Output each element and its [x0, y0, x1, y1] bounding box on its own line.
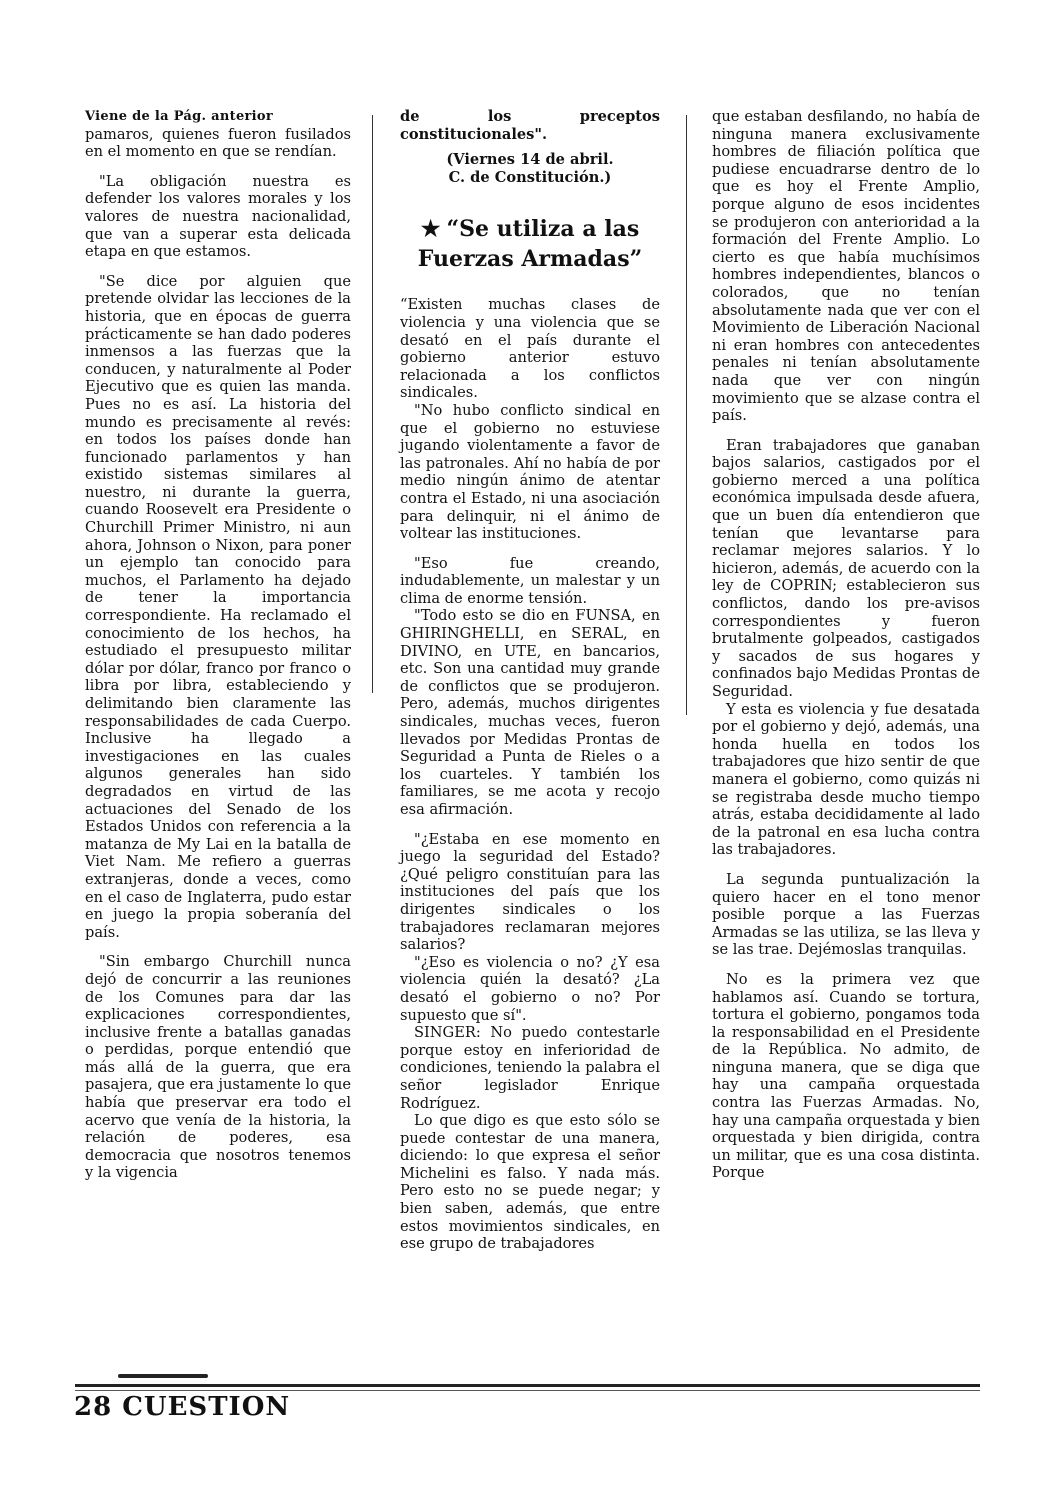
page-footer: 28 CUESTION	[74, 1392, 291, 1422]
headline-text: “Se utiliza a las Fuerzas Armadas”	[417, 216, 643, 273]
paragraph: No es la primera vez que hablamos así. Cuando se tortura, tortura el gobierno, pongamos toda la responsabilidad en el Presidente de la República. No admito, de ninguna manera, que se diga que hay una campaña orquestada contra las Fuerzas Armadas. No, hay una campaña orquestada y bien orquestada y bien dirigida, contra un militar, que es una cosa distinta. Porque	[712, 970, 980, 1182]
paragraph: Y esta es violencia y fue desatada por el gobierno y dejó, además, una honda huella en todos los trabajadores que hizo sentir de que manera el gobierno, como quizás ni se registraba desde mucho tiempo atrás, estaba decididamente al lado de la patronal en esa lucha contra las trabajadores.	[712, 700, 980, 859]
date-line: C. de Constitución.)	[448, 168, 612, 186]
paragraph: "La obligación nuestra es defender los valores morales y los valores de nuestra nacionalidad, que van a superar esta delicada etapa en que estamos.	[85, 172, 351, 261]
print-smudge	[118, 1374, 208, 1378]
column-divider	[686, 115, 687, 715]
paragraph: "¿Estaba en ese momento en juego la seguridad del Estado? ¿Qué peligro constituían para las instituciones del país que los dirigentes sindicales o los trabajadores reclamaran mejores salarios?	[400, 830, 660, 954]
star-icon: ★	[420, 216, 441, 243]
paragraph: La segunda puntualización la quiero hacer en el tono menor posible porque a las Fuerzas Armadas se las utiliza, se las lleva y se las trae. Dejémoslas tranquilas.	[712, 870, 980, 959]
continuation-header: Viene de la Pág. anterior	[85, 109, 274, 124]
paragraph: Lo que digo es que esto sólo se puede contestar de una manera, diciendo: lo que expresa el señor Michelini es falso. Y nada más. Pero esto no se puede negar; y bien saben, además, que entre estos movimientos sindicales, en ese grupo de trabajadores	[400, 1112, 660, 1253]
footer-rule	[75, 1384, 980, 1387]
column-1	[85, 108, 351, 1182]
paragraph: SINGER: No puedo contestarle porque estoy en inferioridad de condiciones, teniendo la palabra el señor legislador Enrique Rodríguez.	[400, 1024, 660, 1112]
section-headline	[400, 214, 660, 274]
continued-quote: de los preceptos constitucionales".	[400, 108, 660, 143]
date-line: (Viernes 14 de abril.	[446, 151, 614, 169]
column-3	[712, 108, 980, 1182]
paragraph: “Existen muchas clases de violencia y una violencia que se desató en el país durante el gobierno anterior estuvo relacionada a los conflictos sindicales.	[400, 296, 660, 402]
paragraph: Eran trabajadores que ganaban bajos salarios, castigados por el gobierno merced a una política económica impulsada desde afuera, que un buen día entendieron que tenían que levantarse para reclamar mejores salarios. Y lo hicieron, además, de acuerdo con la ley de COPRIN; establecieron sus conflictos, dando los pre-avisos correspondientes y fueron brutalmente golpeados, castigados y sacados de sus hogares y confinados bajo Medidas Prontas de Seguridad.	[712, 436, 980, 700]
paragraph: "Eso fue creando, indudablemente, un malestar y un clima de enorme tensión.	[400, 554, 660, 607]
column-2	[400, 108, 660, 1253]
paragraph: "Todo esto se dio en FUNSA, en GHIRINGHELLI, en SERAL, en DIVINO, en UTE, en bancarios, etc. Son una cantidad muy grande de conflictos que se produjeron. Pero, además, muchos dirigentes sindicales, muchas veces, fueron llevados por Medidas Prontas de Seguridad a Punta de Rieles o a los cuarteles. Y también los familiares, se me acota y recojo esa afirmación.	[400, 607, 660, 818]
column-divider	[372, 115, 373, 693]
paragraph: "¿Eso es violencia o no? ¿Y esa violencia quién la desató? ¿La desató el gobierno o no? Por supuesto que sí".	[400, 953, 660, 1024]
paragraph: "No hubo conflicto sindical en que el gobierno no estuviese jugando violentamente a favor de las patronales. Ahí no había de por medio ningún ánimo de atentar contra el Estado, ni una asociación para delinquir, ni el ánimo de voltear las instituciones.	[400, 401, 660, 543]
footer-rule	[75, 1390, 980, 1391]
paragraph: "Se dice por alguien que pretende olvidar las lecciones de la historia, que en épocas de guerra prácticamente se han dado poderes inmensos a las fuerzas que la conducen, y naturalmente al Poder Ejecutivo que es quien las manda. Pues no es así. La historia del mundo es precisamente al revés: en todos los países donde han funcionado parlamentos y han existido sistemas similares al nuestro, ni durante la guerra, cuando Roosevelt era Presidente o Churchill Primer Ministro, ni aun ahora, Johnson o Nixon, para poner un ejemplo tan conocido para muchos, el Parlamento ha dejado de tener la importancia correspondiente. Ha reclamado el conocimiento de los hechos, ha estudiado el presupuesto militar dólar por dólar, franco por franco o libra por libra, estableciendo y delimitando bien claramente las responsabilidades de cada Cuerpo. Inclusive ha llegado a investigaciones en las cuales algunos generales han sido degradados en virtud de las actuaciones del Senado de los Estados Unidos con referencia a la matanza de My Lai en la batalla de Viet Nam. Me refiero a guerras extranjeras, donde a veces, como en el caso de Inglaterra, pudo estar en juego la propia soberanía del país.	[85, 272, 351, 941]
paragraph: "Sin embargo Churchill nunca dejó de concurrir a las reuniones de los Comunes para dar las explicaciones correspondientes, inclusive frente a batallas ganadas o perdidas, porque entendió que más allá de la guerra, que era pasajera, que era justamente lo que había que preservar era todo el acervo que venía de la historia, la relación de poderes, esa democracia que nosotros tenemos y la vigencia	[85, 953, 351, 1182]
paragraph: que estaban desfilando, no había de ninguna manera exclusivamente hombres de filiación política que pudiese encuadrarse dentro de lo que es hoy el Frente Amplio, porque alguno de esos incidentes se produjeron con anterioridad a la formación del Frente Amplio. Lo cierto es que había muchísimos hombres independientes, blancos o colorados, que no tenían absolutamente nada que ver con el Movimiento de Liberación Nacional ni eran hombres con antecedentes penales ni tenían absolutamente nada que ver con ningún movimiento que se alzase contra el país.	[712, 108, 980, 425]
paragraph: pamaros, quienes fueron fusilados en el momento en que se rendían.	[85, 125, 351, 161]
